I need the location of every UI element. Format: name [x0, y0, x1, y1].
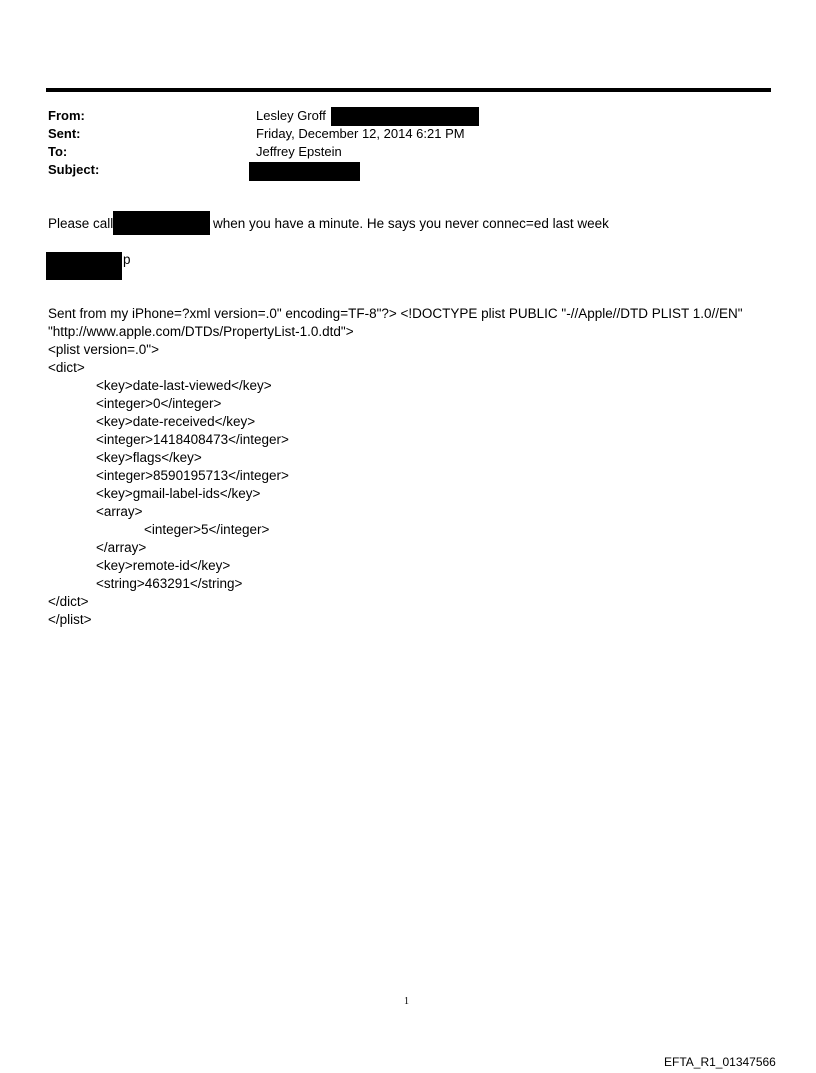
plist-line: <integer>1418408473</integer>	[96, 432, 289, 447]
sent-value: Friday, December 12, 2014 6:21 PM	[256, 126, 465, 141]
from-label: From:	[48, 108, 85, 123]
plist-line: <string>463291</string>	[96, 576, 243, 591]
redaction-name	[113, 211, 210, 235]
redaction-from-email	[331, 107, 479, 126]
page-number: 1	[404, 996, 409, 1007]
subject-label: Subject:	[48, 162, 100, 177]
plist-line: </dict>	[48, 594, 89, 609]
redaction-signature	[46, 252, 122, 280]
plist-line: </plist>	[48, 612, 92, 627]
plist-line: <integer>5</integer>	[144, 522, 270, 537]
document-id: EFTA_R1_01347566	[664, 1055, 776, 1069]
plist-line: <key>date-last-viewed</key>	[96, 378, 272, 393]
plist-line: <dict>	[48, 360, 85, 375]
plist-line: <array>	[96, 504, 143, 519]
call-suffix: when you have a minute. He says you never connec=ed last week	[213, 216, 609, 231]
header-rule	[46, 88, 771, 92]
plist-line: <integer>0</integer>	[96, 396, 222, 411]
plist-line: <plist version=.0">	[48, 342, 159, 357]
to-label: To:	[48, 144, 68, 159]
plist-line: <integer>8590195713</integer>	[96, 468, 289, 483]
plist-line: "http://www.apple.com/DTDs/PropertyList-1.0.dtd">	[48, 324, 354, 339]
plist-line: Sent from my iPhone=?xml version=.0" encoding=TF-8"?> <!DOCTYPE plist PUBLIC "-//Apple//DTD PLIST 1.0//EN"	[48, 306, 743, 321]
plist-line: <key>date-received</key>	[96, 414, 256, 429]
signature-fragment: p	[123, 252, 131, 267]
plist-line: <key>gmail-label-ids</key>	[96, 486, 261, 501]
call-prefix: Please call	[48, 216, 114, 231]
sent-label: Sent:	[48, 126, 81, 141]
plist-line: <key>remote-id</key>	[96, 558, 231, 573]
plist-line: </array>	[96, 540, 147, 555]
from-value: Lesley Groff	[256, 108, 326, 123]
plist-line: <key>flags</key>	[96, 450, 202, 465]
redaction-subject	[249, 162, 360, 181]
to-value: Jeffrey Epstein	[256, 144, 342, 159]
